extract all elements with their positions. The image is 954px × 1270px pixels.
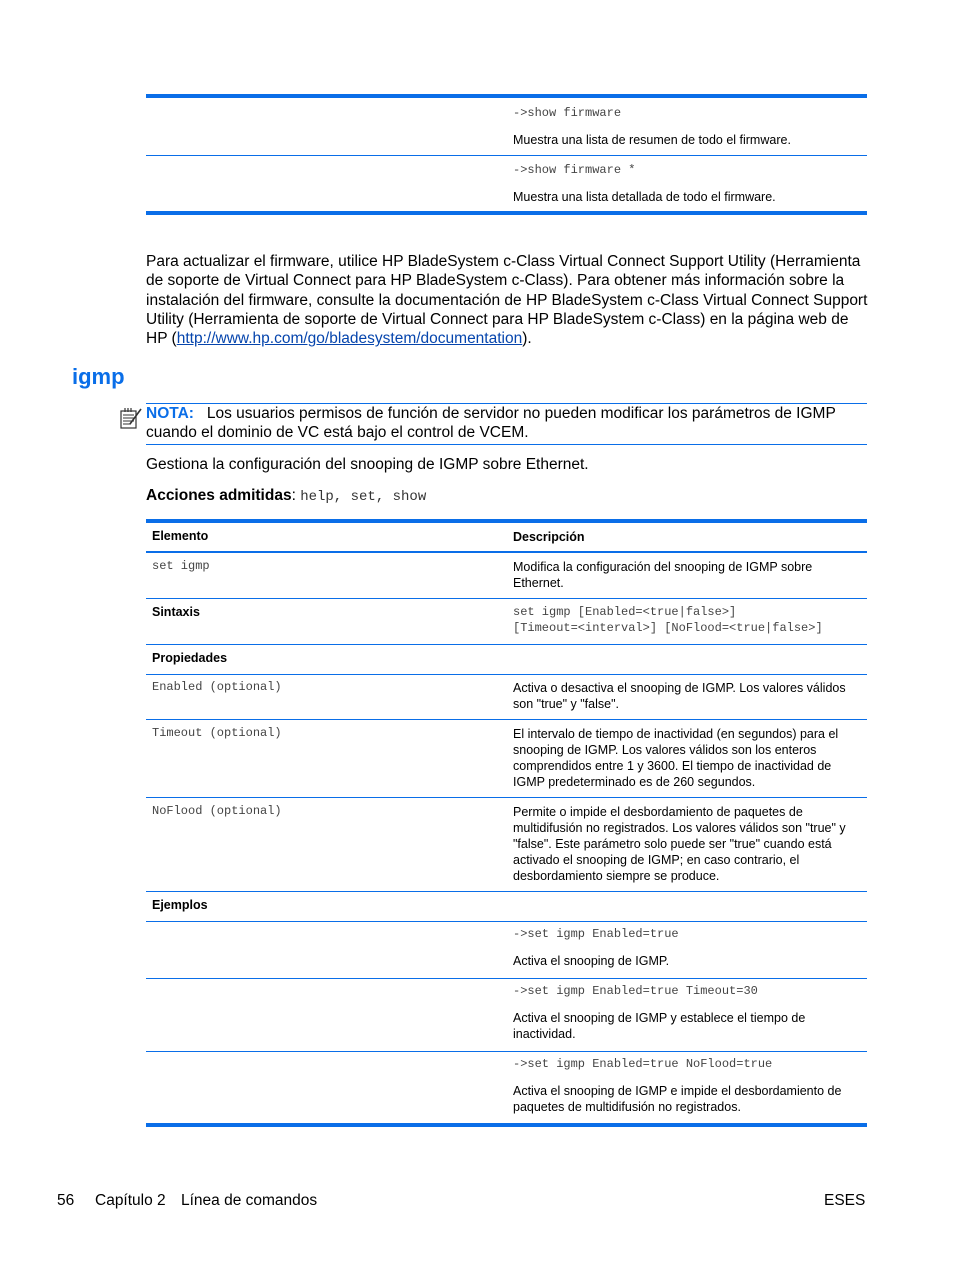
property-name: Timeout (optional) — [152, 726, 282, 740]
description-text: Muestra una lista de resumen de todo el firmware. — [513, 133, 791, 147]
section-title: igmp — [72, 364, 125, 389]
row-divider — [146, 891, 867, 892]
row-divider — [146, 797, 867, 798]
syntax-label: Sintaxis — [152, 605, 200, 619]
chapter-label: Capítulo 2 — [95, 1192, 166, 1209]
table-top-rule — [146, 519, 867, 523]
note-label: NOTA: — [146, 405, 194, 422]
intro-text: Para actualizar el firmware, utilice HP BladeSystem c-Class Virtual Connect Support Utility (Herramienta de soporte de Virtual Connect para HP BladeSystem c-Class). Para obtener más información sobre la instalación del firmware, consulte la documentación de HP BladeSystem c-Class Virtual Connect Support Utility (Herramienta de soporte de Virtual Connect para HP BladeSystem c-Class) en la página web de HP ( — [146, 253, 868, 348]
header-rule — [146, 551, 867, 553]
actions-values: help, set, show — [300, 489, 427, 505]
note-rule — [146, 444, 867, 445]
table-bottom-rule — [146, 211, 867, 215]
description-text: Muestra una lista detallada de todo el firmware. — [513, 190, 776, 204]
example-command: ->set igmp Enabled=true NoFlood=true — [513, 1057, 773, 1071]
supported-actions — [146, 486, 871, 507]
example-description: Activa el snooping de IGMP e impide el desbordamiento de paquetes de multidifusión no registrados. — [513, 1084, 842, 1114]
row-divider — [146, 921, 867, 922]
property-description: Permite o impide el desbordamiento de paquetes de multidifusión no registrados. Los valores válidos son "true" y "false". Este parámetro solo puede ser "true" cuando está activado el snooping de IGMP; en caso contrario, el desbordamiento siempre se produce. — [513, 805, 846, 883]
row-divider — [146, 719, 867, 720]
header-element: Elemento — [152, 529, 209, 543]
example-command: ->set igmp Enabled=true — [513, 927, 679, 941]
igmp-table — [146, 519, 867, 1129]
note — [146, 404, 871, 443]
property-description: Activa o desactiva el snooping de IGMP. Los valores válidos son "true" y "false". — [513, 681, 846, 711]
syntax-line-2: [Timeout=<interval>] [NoFlood=<true|false>] — [513, 621, 823, 635]
row-divider — [146, 978, 867, 979]
properties-label: Propiedades — [152, 651, 228, 665]
row-divider — [146, 644, 867, 645]
section-description: Gestiona la configuración del snooping de IGMP sobre Ethernet. — [146, 456, 589, 473]
intro-tail: ). — [522, 330, 532, 348]
note-icon — [118, 406, 142, 430]
example-description: Activa el snooping de IGMP y establece el tiempo de inactividad. — [513, 1011, 806, 1041]
row-divider — [146, 598, 867, 599]
table-bottom-rule — [146, 1123, 867, 1127]
footer-right: ESES — [824, 1192, 866, 1209]
item-name: set igmp — [152, 559, 210, 573]
note-text: Los usuarios permisos de función de servidor no pueden modificar los parámetros de IGMP cuando el dominio de VC está bajo el control de VCEM. — [146, 405, 836, 442]
property-name: Enabled (optional) — [152, 680, 282, 694]
command-text: ->show firmware * — [513, 163, 636, 177]
row-divider — [146, 1051, 867, 1052]
firmware-table — [146, 94, 867, 216]
actions-label: Acciones admitidas — [146, 487, 292, 504]
row-divider — [146, 674, 867, 675]
command-text: ->show firmware — [513, 106, 622, 120]
property-name: NoFlood (optional) — [152, 804, 282, 818]
examples-label: Ejemplos — [152, 898, 208, 912]
documentation-link[interactable]: http://www.hp.com/go/bladesystem/documentation — [176, 330, 523, 348]
example-command: ->set igmp Enabled=true Timeout=30 — [513, 984, 758, 998]
page-number: 56 — [57, 1192, 75, 1209]
property-description: El intervalo de tiempo de inactividad (en segundos) para el snooping de IGMP. Los valores válidos son los enteros comprendidos entre 1 y 3600. El tiempo de inactividad de IGMP predeterminado es de 260 segundos. — [513, 727, 839, 789]
example-description: Activa el snooping de IGMP. — [513, 954, 670, 968]
table-top-rule — [146, 94, 867, 98]
actions-separator: : — [291, 487, 296, 504]
syntax-line-1: set igmp [Enabled=<true|false>] — [513, 605, 737, 619]
item-description: Modifica la configuración del snooping de IGMP sobre Ethernet. — [513, 560, 813, 590]
intro-paragraph — [146, 252, 871, 348]
row-divider — [146, 155, 867, 156]
header-description: Descripción — [513, 530, 585, 544]
chapter-title: Línea de comandos — [181, 1192, 318, 1209]
